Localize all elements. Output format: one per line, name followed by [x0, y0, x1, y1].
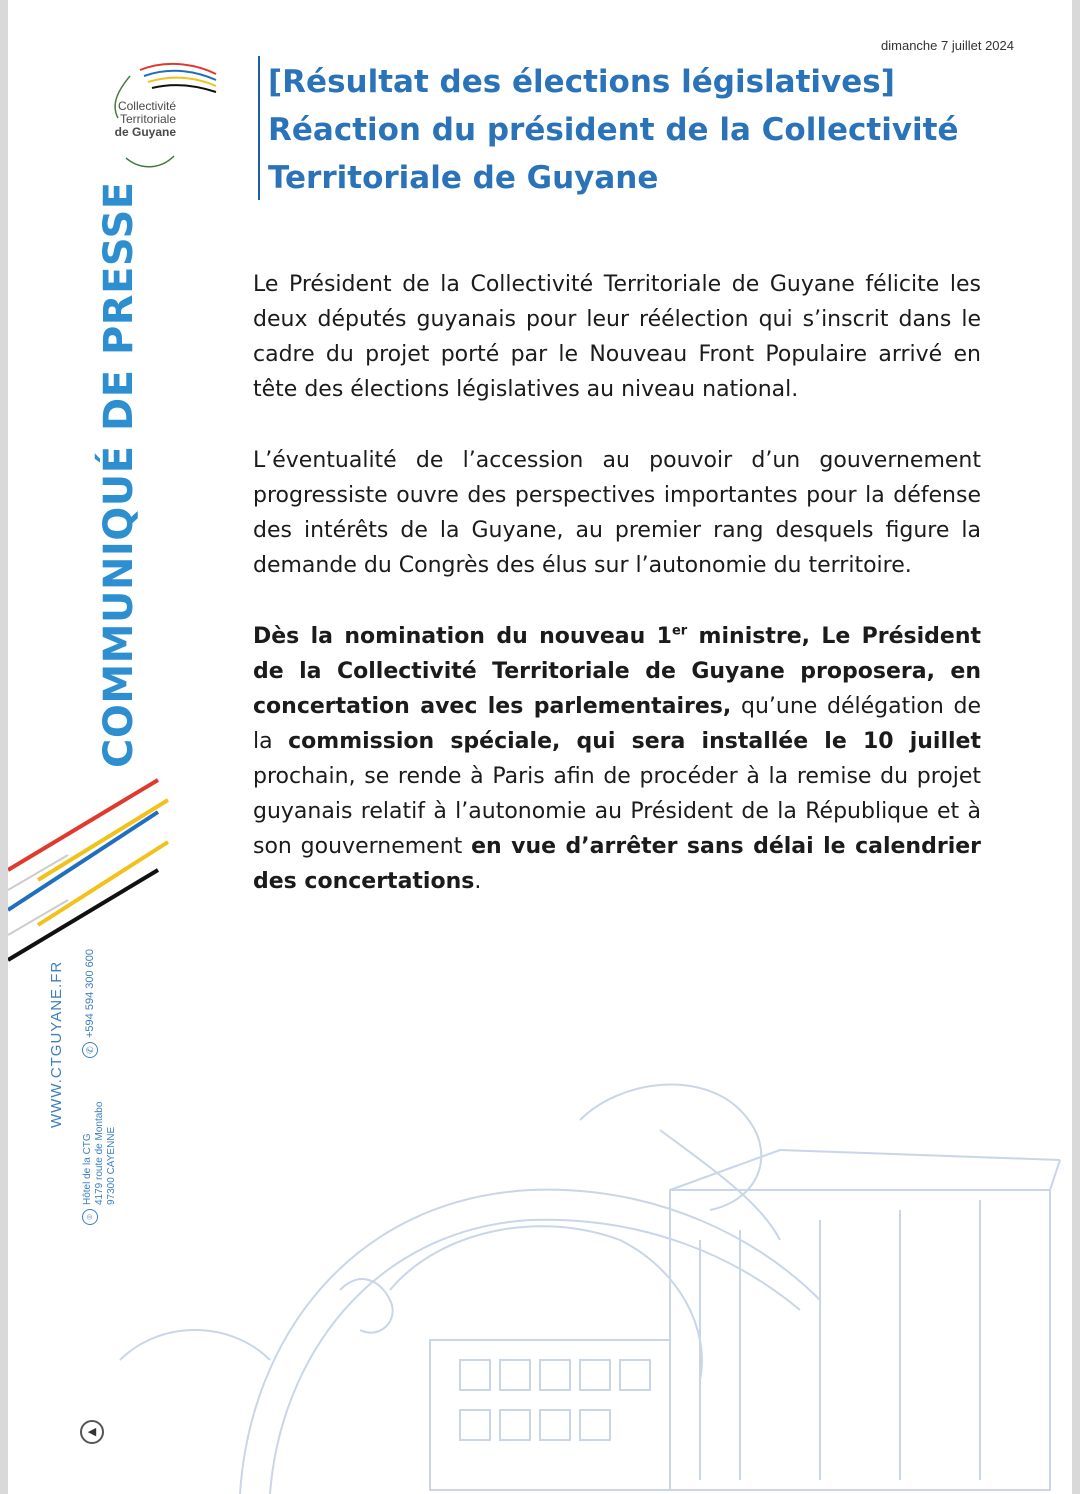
- speaker-icon: ◀: [80, 1420, 104, 1444]
- paragraph-3: [253, 619, 981, 899]
- address-line-2: 4179 route de Montabo: [94, 1101, 105, 1205]
- website-link[interactable]: WWW.CTGUYANE.FR: [48, 960, 65, 1128]
- publication-date: dimanche 7 juillet 2024: [881, 38, 1014, 53]
- paragraph-2: L’éventualité de l’accession au pouvoir d’un gouvernement progressiste ouvre des perspectives importantes pour la défense des intérêts de la Guyane, au premier rang desquels figure la demande du Congrès des élus sur l’autonomie du territoire.: [253, 448, 981, 578]
- paragraph-3-normal-2: prochain, se rende à Paris afin de procéder à la remise du projet guyanais relatif à l’autonomie au Président de la République et à son gouvernement: [253, 764, 981, 859]
- paragraph-3-end: .: [474, 869, 482, 894]
- phone-icon: ✆: [82, 1042, 98, 1058]
- paragraph-3-normal-1: qu’une délégation de la: [253, 694, 981, 754]
- ordinal-superscript: er: [671, 623, 688, 639]
- vertical-title: COMMUNIQUÉ DE PRESSE: [96, 181, 142, 768]
- flag-stripes-icon: [8, 760, 178, 980]
- logo-text: [108, 100, 176, 139]
- logo-line-3: de Guyane: [114, 125, 176, 139]
- page-frame-left: [0, 0, 8, 1494]
- location-pin-icon: ⌾: [82, 1209, 98, 1225]
- phone-text: +594 594 300 600: [84, 948, 96, 1038]
- paragraph-1: Le Président de la Collectivité Territoriale de Guyane félicite les deux députés guyanais pour leur réélection qui s’inscrit dans le cadre du projet porté par le Nouveau Front Populaire arrivé en tête des élections législatives au niveau national.: [253, 272, 981, 402]
- paragraph-3-bold-1: Dès la nomination du nouveau 1: [253, 624, 672, 649]
- building-sketch-watermark: [60, 1040, 1072, 1494]
- page-title: [Résultat des élections législatives] Réaction du président de la Collectivité Territoriale de Guyane: [268, 64, 959, 196]
- page-frame-right: [1072, 0, 1080, 1494]
- title-accent-bar: [258, 56, 260, 200]
- logo-line-1: Collectivité: [117, 99, 176, 113]
- paragraph-3-bold-2: ministre, Le Président de la Collectivité Territoriale de Guyane proposera, en concertation avec les parlementaires,: [253, 624, 982, 719]
- address-line-3: 97300 CAYENNE: [106, 1126, 117, 1205]
- address-line-1: Hôtel de la CTG: [82, 1133, 93, 1205]
- press-release-body: [253, 267, 981, 935]
- logo-line-2: Territoriale: [119, 112, 176, 126]
- paragraph-3-bold-3: commission spéciale, qui sera installée le 10 juillet: [288, 729, 981, 754]
- paragraph-3-bold-4: en vue d’arrêter sans délai le calendrier des concertations: [253, 834, 981, 894]
